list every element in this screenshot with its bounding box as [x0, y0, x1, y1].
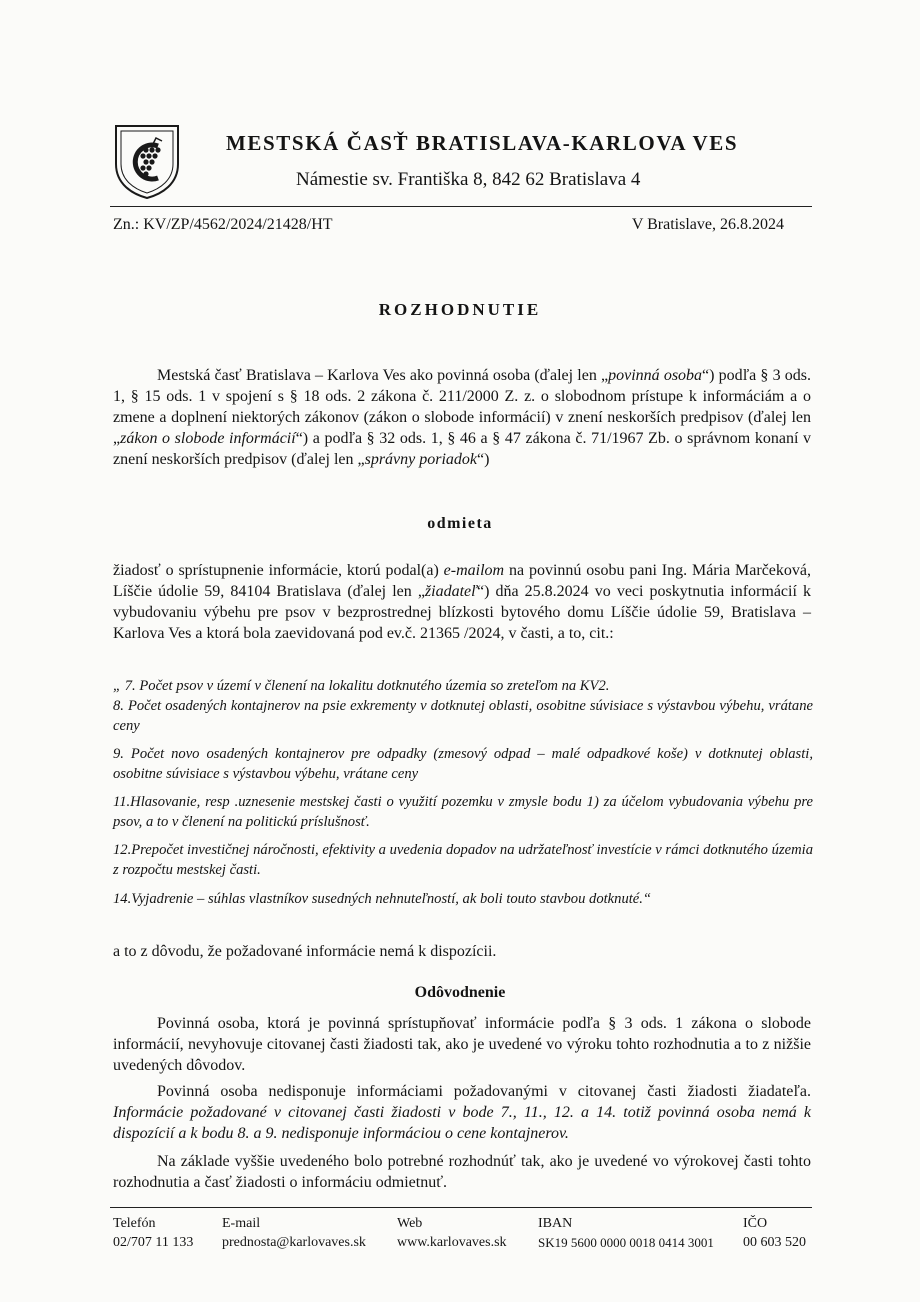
municipality-title: MESTSKÁ ČASŤ BRATISLAVA-KARLOVA VES	[226, 131, 739, 155]
reference-number: Zn.: KV/ZP/4562/2024/21428/HT	[113, 216, 333, 233]
request-text: “) dňa 25.8.2024 vo veci poskytnutia informácií k vybudovaniu výbehu pre psov v bezprostrednej blízkosti bytového domu Líščie údolie 59, Bratislava – Karlova Ves a ktorá bola zaevidovaná pod ev.č. 21365 /2024, v časti, a to, cit.:	[113, 583, 811, 642]
request-text: žiadosť o sprístupnenie informácie, ktorú podal(a)	[113, 562, 444, 579]
intro-paragraph	[113, 365, 811, 470]
intro-text: “) podľa § 3 ods. 1, § 15 ods. 1 v spojení s § 18 ods. 2 zákona č. 211/2000 Z. z. o slobodnom prístupe k informáciám a o zmene a doplnení niektorých zákonov (zákon o slobode informácií) v znení neskorších predpisov (ďalej len „	[113, 367, 811, 447]
request-term: žiadateľ	[424, 583, 477, 600]
footer-ico	[743, 1214, 806, 1252]
header-divider	[110, 206, 812, 207]
footer-iban	[538, 1214, 714, 1252]
footer-web-label: Web	[397, 1216, 423, 1231]
justification-emphasis: Informácie požadované v citovanej časti žiadosti v bode 7., 11., 12. a 14. totiž povinná osoba nemá k dispozícií a k bodu 8. a 9. nedisponuje informáciou o cene kontajnerov.	[113, 1104, 811, 1142]
place-and-date: V Bratislave, 26.8.2024	[631, 216, 784, 233]
footer-iban-label: IBAN	[538, 1216, 573, 1231]
justification-paragraph-2	[113, 1081, 811, 1144]
footer-email-value: prednosta@karlovaves.sk	[222, 1235, 366, 1250]
justification-heading: Odôvodnenie	[414, 984, 506, 1001]
footer-email	[222, 1214, 366, 1252]
grape-crest-icon	[112, 122, 182, 200]
footer-phone	[113, 1214, 193, 1252]
intro-term: správny poriadok	[364, 451, 478, 468]
verdict-heading: odmieta	[427, 515, 493, 532]
quoted-item-11: 11.Hlasovanie, resp .uznesenie mestskej časti o využití pozemku v zmysle bodu 1) za účelom vybudovania výbehu pre psov, a to v členení na politickú príslušnosť.	[113, 794, 813, 830]
footer-iban-value: SK19 5600 0000 0018 0414 3001	[538, 1235, 714, 1250]
footer-phone-label: Telefón	[113, 1216, 156, 1231]
quoted-item-9: 9. Počet novo osadených kontajnerov pre odpadky (zmesový odpad – malé odpadkové koše) v dotknutej oblasti, osobitne súvisiace s výstavbou výbehu, vrátane ceny	[113, 746, 813, 782]
document-title: ROZHODNUTIE	[378, 300, 542, 319]
intro-text: “) a podľa § 32 ods. 1, § 46 a § 47 zákona č. 71/1967 Zb. o správnom konaní v znení neskorších predpisov (ďalej len „	[113, 430, 812, 468]
footer-web	[397, 1214, 507, 1252]
request-paragraph	[113, 560, 811, 644]
footer-web-value: www.karlovaves.sk	[397, 1235, 507, 1250]
footer-phone-value: 02/707 11 133	[113, 1235, 194, 1250]
municipality-address: Námestie sv. Františka 8, 842 62 Bratislava 4	[296, 169, 641, 190]
justification-text: Povinná osoba nedisponuje informáciami požadovanými v citovanej časti žiadosti žiadateľa.	[157, 1083, 811, 1100]
quoted-item-8: 8. Počet osadených kontajnerov na psie exkrementy v dotknutej oblasti, osobitne súvisiace s výstavbou výbehu, vrátane ceny	[113, 698, 813, 734]
request-text: na povinnú osobu pani Ing. Mária Marčeková, Líščie údolie 59, 84104 Bratislava (ďalej len „	[113, 562, 812, 600]
reason-line: a to z dôvodu, že požadované informácie nemá k dispozícii.	[113, 943, 497, 960]
intro-text: Mestská časť Bratislava – Karlova Ves ako povinná osoba (ďalej len „	[157, 367, 609, 384]
intro-text: “)	[477, 451, 490, 468]
request-term: e-mailom	[443, 562, 505, 579]
justification-paragraph-3: Na základe vyššie uvedeného bolo potrebné rozhodnúť tak, ako je uvedené vo výrokovej časti tohto rozhodnutia a časť žiadosti o informáciu odmietnuť.	[113, 1153, 811, 1191]
footer-ico-value: 00 603 520	[743, 1235, 806, 1250]
quoted-item-12: 12.Prepočet investičnej náročnosti, efektivity a uvedenia dopadov na udržateľnosť investície v rámci dotknutého územia z rozpočtu mestskej časti.	[113, 842, 813, 878]
justification-paragraph-1: Povinná osoba, ktorá je povinná sprístupňovať informácie podľa § 3 ods. 1 zákona o slobode informácií, nevyhovuje citovanej časti žiadosti tak, ako je uvedené vo výroku tohto rozhodnutia a to z nižšie uvedených dôvodov.	[113, 1015, 811, 1074]
intro-term: povinná osoba	[608, 367, 703, 384]
footer-ico-label: IČO	[743, 1216, 768, 1231]
footer-divider	[110, 1207, 812, 1208]
quoted-item-14: 14.Vyjadrenie – súhlas vlastníkov susedných nehnuteľností, ak boli touto stavbou dotknuté.“	[113, 891, 652, 907]
intro-term: zákon o slobode informácií	[120, 430, 296, 447]
footer-email-label: E-mail	[222, 1216, 261, 1231]
quoted-item-7: „ 7. Počet psov v území v členení na lokalitu dotknutého územia so zreteľom na KV2.	[113, 678, 610, 694]
